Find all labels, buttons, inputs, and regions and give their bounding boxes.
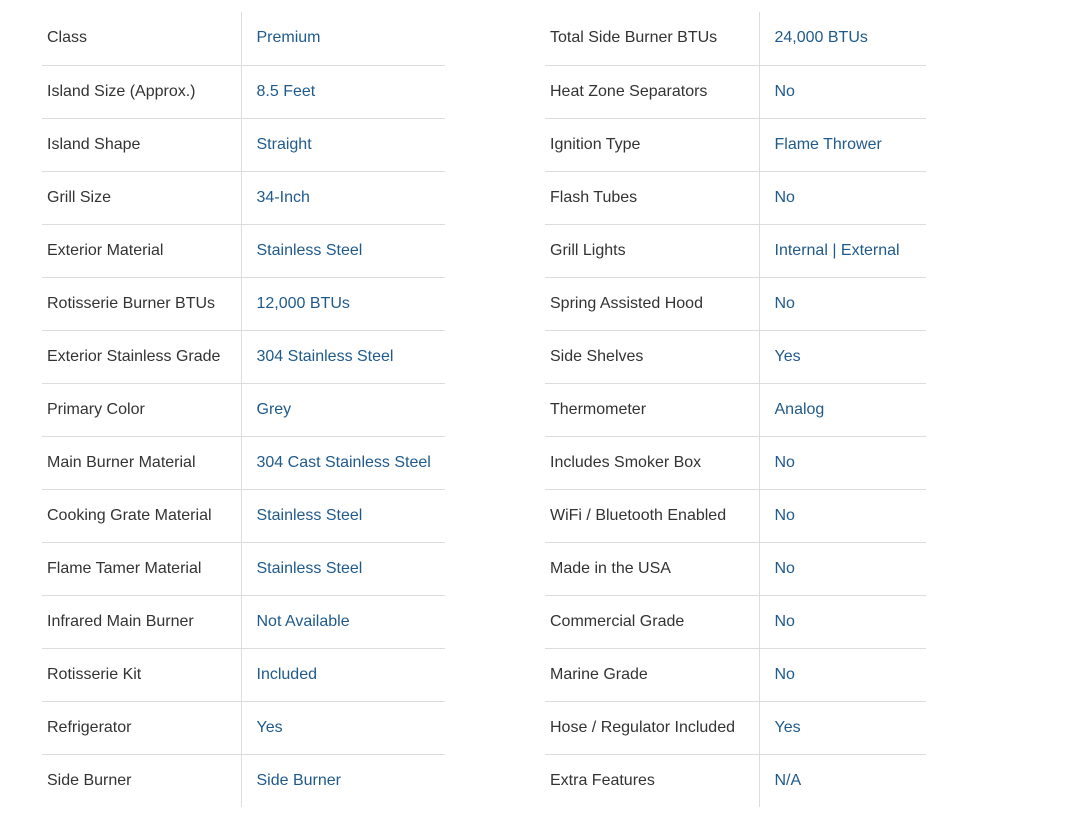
table-row	[545, 489, 926, 542]
table-row	[42, 489, 445, 542]
spec-value: No	[774, 188, 795, 206]
spec-label: WiFi / Bluetooth Enabled	[545, 489, 759, 542]
spec-label: Main Burner Material	[42, 436, 241, 489]
spec-label: Exterior Material	[42, 224, 241, 277]
spec-label: Exterior Stainless Grade	[42, 330, 241, 383]
spec-label: Side Burner	[42, 754, 241, 807]
spec-value: No	[774, 665, 795, 683]
specs-table-left	[42, 12, 445, 807]
table-row	[545, 436, 926, 489]
spec-label: Side Shelves	[545, 330, 759, 383]
spec-value: Not Available	[256, 612, 350, 630]
spec-label: Marine Grade	[545, 648, 759, 701]
table-row	[42, 12, 445, 65]
spec-label: Total Side Burner BTUs	[545, 12, 759, 65]
table-row	[42, 277, 445, 330]
spec-label: Island Size (Approx.)	[42, 65, 241, 118]
table-row	[545, 118, 926, 171]
spec-label: Spring Assisted Hood	[545, 277, 759, 330]
table-row	[545, 648, 926, 701]
spec-value: Analog	[774, 400, 825, 418]
table-row	[42, 224, 445, 277]
spec-value: Straight	[256, 135, 312, 153]
spec-label: Thermometer	[545, 383, 759, 436]
spec-value: No	[774, 294, 795, 312]
spec-label: Primary Color	[42, 383, 241, 436]
table-row	[42, 383, 445, 436]
spec-value: 304 Cast Stainless Steel	[256, 453, 431, 471]
table-row	[545, 383, 926, 436]
table-row	[42, 330, 445, 383]
table-row	[545, 754, 926, 807]
table-row	[42, 754, 445, 807]
spec-label: Flash Tubes	[545, 171, 759, 224]
spec-value: Included	[256, 665, 317, 683]
spec-value: Internal | External	[774, 241, 900, 259]
table-row	[545, 595, 926, 648]
spec-label: Includes Smoker Box	[545, 436, 759, 489]
spec-value: No	[774, 506, 795, 524]
table-row	[545, 171, 926, 224]
spec-value: No	[774, 612, 795, 630]
spec-label: Flame Tamer Material	[42, 542, 241, 595]
table-row	[42, 595, 445, 648]
table-row	[545, 65, 926, 118]
spec-value: Yes	[774, 347, 801, 365]
spec-value: Flame Thrower	[774, 135, 882, 153]
spec-value: 24,000 BTUs	[774, 29, 868, 47]
spec-value: Stainless Steel	[256, 559, 363, 577]
spec-value: Yes	[774, 718, 801, 736]
spec-label: Grill Size	[42, 171, 241, 224]
spec-value: Stainless Steel	[256, 241, 363, 259]
spec-label: Rotisserie Burner BTUs	[42, 277, 241, 330]
spec-value: 34-Inch	[256, 188, 310, 206]
spec-label: Heat Zone Separators	[545, 65, 759, 118]
table-row	[42, 701, 445, 754]
spec-value: Stainless Steel	[256, 506, 363, 524]
table-row	[42, 436, 445, 489]
specs-table-right	[545, 12, 926, 807]
spec-value: 8.5 Feet	[256, 82, 316, 100]
table-row	[545, 701, 926, 754]
table-row	[42, 648, 445, 701]
spec-value: N/A	[774, 771, 802, 789]
spec-value: Grey	[256, 400, 292, 418]
spec-label: Cooking Grate Material	[42, 489, 241, 542]
table-row	[545, 542, 926, 595]
spec-value: No	[774, 453, 795, 471]
spec-label: Refrigerator	[42, 701, 241, 754]
spec-value: No	[774, 559, 795, 577]
table-row	[545, 330, 926, 383]
table-row	[545, 224, 926, 277]
spec-value: 304 Stainless Steel	[256, 347, 394, 365]
spec-label: Rotisserie Kit	[42, 648, 241, 701]
table-row	[545, 277, 926, 330]
spec-value: 12,000 BTUs	[256, 294, 350, 312]
spec-label: Hose / Regulator Included	[545, 701, 759, 754]
table-row	[42, 118, 445, 171]
table-row	[42, 65, 445, 118]
spec-label: Class	[42, 12, 241, 65]
spec-label: Made in the USA	[545, 542, 759, 595]
table-row	[42, 542, 445, 595]
spec-value: Side Burner	[256, 771, 341, 789]
spec-value: Premium	[256, 29, 321, 47]
table-row	[545, 12, 926, 65]
spec-value: No	[774, 82, 795, 100]
spec-label: Grill Lights	[545, 224, 759, 277]
spec-label: Infrared Main Burner	[42, 595, 241, 648]
spec-label: Extra Features	[545, 754, 759, 807]
table-row	[42, 171, 445, 224]
spec-label: Commercial Grade	[545, 595, 759, 648]
spec-label: Ignition Type	[545, 118, 759, 171]
spec-label: Island Shape	[42, 118, 241, 171]
spec-value: Yes	[256, 718, 283, 736]
